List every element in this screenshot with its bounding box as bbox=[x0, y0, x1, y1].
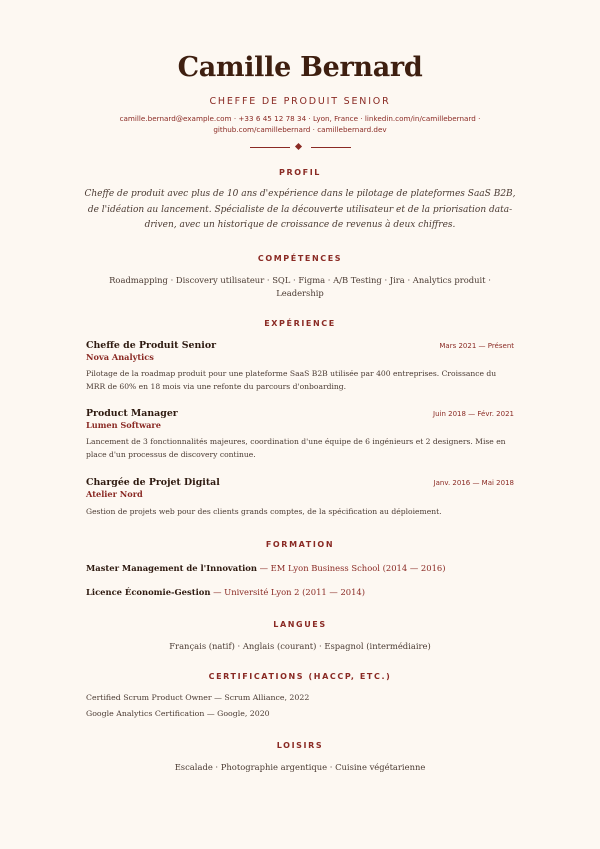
section-title-languages: LANGUES bbox=[273, 620, 327, 629]
job-dates: Mars 2021 — Présent bbox=[439, 342, 514, 350]
header-divider bbox=[0, 142, 600, 152]
job-headline: CHEFFE DE PRODUIT SENIOR bbox=[209, 96, 391, 107]
degree-detail: — EM Lyon Business School (2014 — 2016) bbox=[256, 563, 446, 573]
divider-line-right bbox=[311, 147, 351, 148]
job-title: Chargée de Projet Digital bbox=[86, 477, 220, 488]
section-title-education: FORMATION bbox=[265, 540, 335, 549]
skills-list bbox=[100, 274, 500, 299]
education-item bbox=[86, 587, 365, 597]
job-title: Cheffe de Produit Senior bbox=[86, 340, 217, 351]
job-description: Lancement de 3 fonctionnalités majeures, coordination d'une équipe de 6 ingénieurs et 2 designers. Mise en place d'un processus de discovery continue. bbox=[86, 437, 506, 459]
job-dates: Juin 2018 — Févr. 2021 bbox=[433, 410, 514, 418]
section-title-certifications: CERTIFICATIONS (HACCP, ETC.) bbox=[208, 672, 392, 681]
job-company: Nova Analytics bbox=[86, 352, 154, 362]
skills-line-1: Roadmapping · Discovery utilisateur · SQL · Figma · A/B Testing · Jira · Analytics produit · bbox=[109, 275, 491, 285]
section-title-experience: EXPÉRIENCE bbox=[264, 319, 336, 328]
job-company: Atelier Nord bbox=[86, 489, 143, 499]
divider-line-left bbox=[250, 147, 290, 148]
degree-name: Master Management de l'Innovation bbox=[86, 563, 257, 573]
languages-list: Français (natif) · Anglais (courant) · Espagnol (intermédiaire) bbox=[169, 641, 431, 651]
degree-detail: — Université Lyon 2 (2011 — 2014) bbox=[210, 587, 366, 597]
job-company: Lumen Software bbox=[86, 420, 161, 430]
skills-line-2: Leadership bbox=[276, 287, 324, 298]
certification-item: Certified Scrum Product Owner — Scrum Alliance, 2022 bbox=[86, 693, 310, 702]
section-title-profile: PROFIL bbox=[279, 168, 321, 177]
contact-line-1: camille.bernard@example.com · +33 6 45 12 78 34 · Lyon, France · linkedin.com/in/camillebernard · bbox=[119, 114, 481, 123]
certification-item: Google Analytics Certification — Google, 2020 bbox=[86, 709, 270, 718]
profile-summary: Cheffe de produit avec plus de 10 ans d'expérience dans le pilotage de plateformes SaaS B2B, de l'idéation au lancement. Spécialiste de la découverte utilisateur et de la priorisation data-driven, avec un historique de croissance de revenus à deux chiffres. bbox=[84, 189, 516, 230]
job-description: Pilotage de la roadmap produit pour une plateforme SaaS B2B utilisée par 400 entreprises. Croissance du MRR de 60% en 18 mois via une refonte du parcours d'onboarding. bbox=[86, 369, 497, 391]
candidate-name: Camille Bernard bbox=[177, 52, 423, 83]
contact-line-2: github.com/camillebernard · camillebernard.dev bbox=[213, 124, 387, 134]
section-title-skills: COMPÉTENCES bbox=[257, 254, 343, 263]
job-description: Gestion de projets web pour des clients grands comptes, de la spécification au déploiement. bbox=[86, 507, 442, 516]
job-dates: Janv. 2016 — Mai 2018 bbox=[433, 479, 514, 487]
education-item bbox=[86, 563, 446, 573]
job-title: Product Manager bbox=[86, 408, 178, 419]
hobbies-list: Escalade · Photographie argentique · Cuisine végétarienne bbox=[174, 762, 426, 772]
diamond-icon bbox=[295, 143, 302, 150]
contact-info bbox=[90, 114, 510, 135]
degree-name: Licence Économie-Gestion bbox=[86, 587, 211, 597]
section-title-hobbies: LOISIRS bbox=[276, 741, 324, 750]
